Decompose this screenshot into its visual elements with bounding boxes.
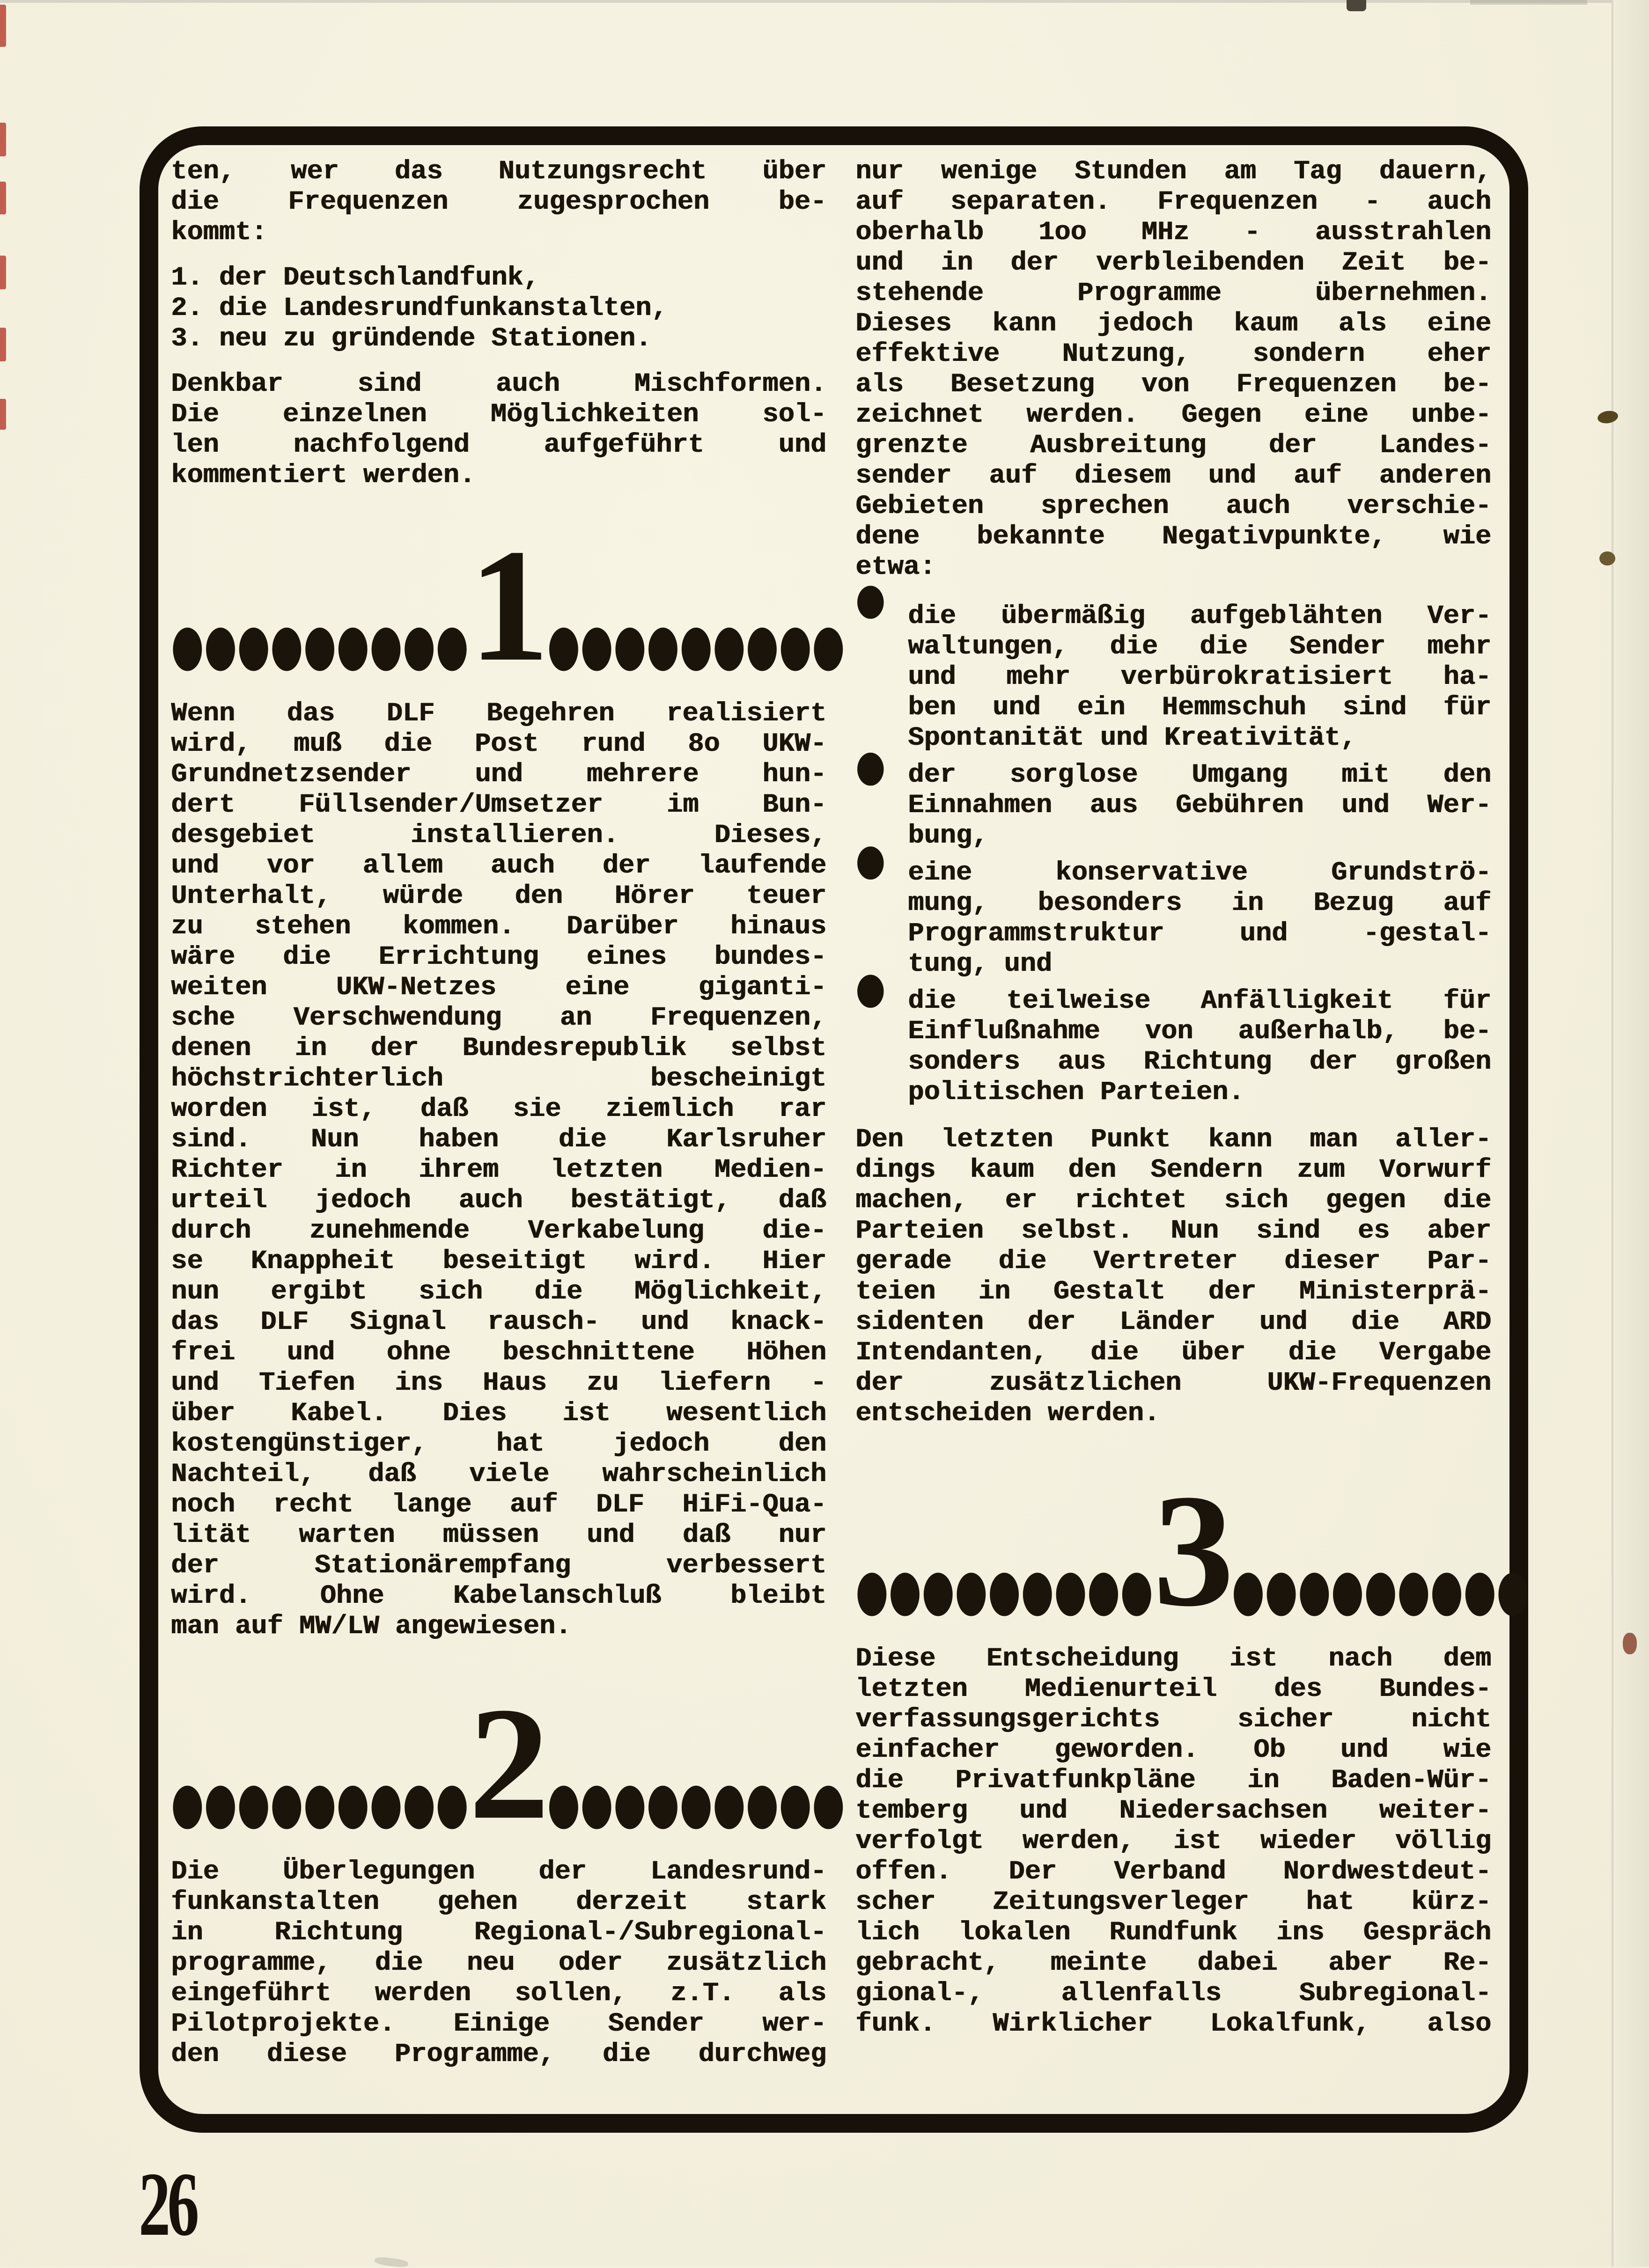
dot-row-right: ●●●●●●●●●: [1231, 1557, 1530, 1623]
section-2-number: 2: [469, 1673, 547, 1853]
text-line: grenzte Ausbreitung der Landes-: [855, 431, 1491, 461]
text-line: zeichnet werden. Gegen eine unbe-: [855, 400, 1491, 430]
text-line: ben und ein Hemmschuh sind für: [908, 693, 1491, 723]
text-line: Gebieten sprechen auch verschie-: [855, 492, 1491, 521]
scan-artifact-red-mark: [0, 123, 6, 156]
text-line: die Privatfunkpläne in Baden-Wür-: [855, 1765, 1491, 1796]
text-line: wäre die Errichtung eines bundes-: [171, 942, 826, 972]
text-line: funk. Wirklicher Lokalfunk, also: [855, 2009, 1491, 2039]
text-line: wird. Ohne Kabelanschluß bleibt: [171, 1581, 826, 1611]
text-line: eingeführt werden sollen, z.T. als: [171, 1978, 826, 2009]
section-1-number: 1: [469, 516, 547, 695]
negative-points-list: [855, 573, 1491, 1108]
text-line: tung, und: [908, 949, 1052, 979]
list-item: [855, 741, 1491, 851]
text-line: dene bekannte Negativpunkte, wie: [855, 522, 1491, 552]
text-line: einfacher geworden. Ob und wie: [855, 1735, 1491, 1765]
bullet-icon: ●: [855, 834, 886, 885]
text-line: sind. Nun haben die Karlsruher: [171, 1124, 826, 1155]
text-line: noch recht lange auf DLF HiFi-Qua-: [171, 1490, 826, 1520]
scan-artifact-red-mark: [0, 182, 6, 214]
page-content: [171, 157, 1530, 2085]
text-line: wird, muß die Post rund 8o UKW-: [171, 729, 826, 759]
text-line: dings kaum den Sendern zum Vorwurf: [855, 1155, 1491, 1185]
text-line: etwa:: [855, 552, 936, 582]
bullet-icon: ●: [855, 962, 886, 1013]
text-line: der Stationärempfang verbessert: [171, 1550, 826, 1581]
text-line: man auf MW/LW angewiesen.: [171, 1611, 572, 1642]
text-line: Richter in ihrem letzten Medien-: [171, 1155, 826, 1185]
text-line: sche Verschwendung an Frequenzen,: [171, 1003, 826, 1033]
list-item-text: [908, 602, 1491, 754]
text-line: lich lokalen Rundfunk ins Gespräch: [855, 1917, 1491, 1948]
text-line: gebracht, meinte dabei aber Re-: [855, 1948, 1491, 1978]
text-line: bung,: [908, 821, 988, 851]
text-line: Intendanten, die über die Vergabe: [855, 1338, 1491, 1368]
text-line: über Kabel. Dies ist wesentlich: [171, 1398, 826, 1429]
section-1-body: [171, 699, 826, 1642]
text-line: 2. die Landesrundfunkanstalten,: [171, 294, 668, 323]
text-line: 3. neu zu gründende Stationen.: [171, 324, 652, 354]
text-line: Wenn das DLF Begehren realisiert: [171, 698, 826, 729]
section-2-body: [171, 1857, 826, 2070]
text-line: Den letzten Punkt kann man aller-: [855, 1125, 1491, 1155]
text-line: Unterhalt, würde den Hörer teuer: [171, 881, 826, 911]
text-line: Die Überlegungen der Landesrund-: [171, 1857, 826, 1887]
left-column: [171, 157, 845, 2085]
text-line: temberg und Niedersachsen weiter-: [855, 1796, 1491, 1826]
text-line: stehende Programme übernehmen.: [855, 279, 1491, 308]
text-line: ten, wer das Nutzungsrecht über: [171, 157, 826, 187]
scan-artifact-edge-band: [1613, 0, 1649, 2267]
text-line: 1. der Deutschlandfunk,: [171, 263, 539, 293]
text-line: die Frequenzen zugesprochen be-: [171, 187, 826, 217]
text-line: Spontanität und Kreativität,: [908, 723, 1356, 753]
text-line: lität warten müssen und daß nur: [171, 1520, 826, 1550]
text-line: teien in Gestalt der Ministerprä-: [855, 1277, 1491, 1307]
text-line: len nachfolgend aufgeführt und: [171, 430, 826, 460]
text-line: und vor allem auch der laufende: [171, 851, 826, 881]
dot-row-left: ●●●●●●●●●: [171, 1770, 469, 1836]
text-line: Grundnetzsender und mehrere hun-: [171, 759, 826, 790]
text-line: Einnahmen aus Gebühren und Wer-: [908, 791, 1491, 821]
text-line: mung, besonders in Bezug auf: [908, 888, 1491, 918]
list-item-text: [908, 760, 1491, 851]
text-line: Diese Entscheidung ist nach dem: [855, 1644, 1491, 1674]
section-3-number: 3: [1153, 1461, 1232, 1640]
text-line: entscheiden werden.: [855, 1399, 1160, 1429]
section-3-body: [855, 1644, 1491, 2040]
dot-row-right: ●●●●●●●●●: [547, 612, 845, 678]
text-line: gerade die Vertreter dieser Par-: [855, 1247, 1491, 1277]
dot-row-left: ●●●●●●●●●: [171, 612, 469, 678]
section-3-header: [855, 1461, 1530, 1640]
text-line: nur wenige Stunden am Tag dauern,: [855, 157, 1491, 187]
text-line: Nachteil, daß viele wahrscheinlich: [171, 1459, 826, 1490]
section-1-header: [171, 516, 845, 695]
text-line: höchstrichterlich bescheinigt: [171, 1064, 826, 1094]
scan-artifact-top-edge: [0, 0, 1649, 3]
comment-paragraph: [855, 1125, 1491, 1429]
text-line: auf separaten. Frequenzen - auch: [855, 187, 1491, 217]
text-line: kommt:: [171, 218, 267, 248]
text-line: den diese Programme, die durchweg: [171, 2039, 826, 2070]
text-line: eine konservative Grundströ-: [908, 858, 1491, 888]
bullet-icon: ●: [855, 573, 886, 624]
bullet-icon: ●: [855, 741, 886, 791]
text-line: gional-, allenfalls Subregional-: [855, 1978, 1491, 2009]
text-line: nun ergibt sich die Möglichkeit,: [171, 1277, 826, 1307]
text-line: und mehr verbürokratisiert ha-: [908, 662, 1491, 692]
text-line: machen, er richtet sich gegen die: [855, 1186, 1491, 1216]
text-line: sonders aus Richtung der großen: [908, 1047, 1491, 1077]
text-line: Pilotprojekte. Einige Sender wer-: [171, 2009, 826, 2039]
text-line: offen. Der Verband Nordwestdeut-: [855, 1857, 1491, 1887]
text-line: denen in der Bundesrepublik selbst: [171, 1033, 826, 1064]
text-line: verfassungsgerichts sicher nicht: [855, 1704, 1491, 1735]
scan-artifact-top-nub: [1347, 0, 1366, 11]
text-line: Einflußnahme von außerhalb, be-: [908, 1017, 1491, 1047]
numbered-list: [171, 263, 826, 354]
text-line: zu stehen kommen. Darüber hinaus: [171, 911, 826, 942]
text-line: frei und ohne beschnittene Höhen: [171, 1337, 826, 1368]
intro-paragraph: [171, 157, 826, 248]
text-line: die übermäßig aufgeblähten Ver-: [908, 602, 1491, 631]
scan-artifact-smudge: [374, 2256, 409, 2268]
text-line: se Knappheit beseitigt wird. Hier: [171, 1246, 826, 1277]
text-line: verfolgt werden, ist wieder völlig: [855, 1826, 1491, 1857]
text-line: die teilweise Anfälligkeit für: [908, 986, 1491, 1016]
text-line: Dieses kann jedoch kaum als eine: [855, 309, 1491, 339]
continuation-paragraph: [855, 157, 1491, 583]
section-2-header: [171, 1673, 845, 1853]
text-line: das DLF Signal rausch- und knack-: [171, 1307, 826, 1337]
text-line: der sorglose Umgang mit den: [908, 760, 1491, 790]
text-line: funkanstalten gehen derzeit stark: [171, 1887, 826, 1917]
dot-row-right: ●●●●●●●●●: [547, 1770, 845, 1836]
page-number: 26: [139, 2154, 196, 2255]
text-line: Parteien selbst. Nun sind es aber: [855, 1216, 1491, 1246]
text-line: Programmstruktur und -gestal-: [908, 919, 1491, 949]
scan-artifact-red-mark: [0, 328, 6, 361]
text-line: desgebiet installieren. Dieses,: [171, 820, 826, 851]
text-line: waltungen, die die Sender mehr: [908, 632, 1491, 662]
text-line: oberhalb 1oo MHz - ausstrahlen: [855, 218, 1491, 248]
text-line: politischen Parteien.: [908, 1078, 1244, 1108]
text-line: worden ist, daß sie ziemlich rar: [171, 1094, 826, 1124]
right-column: [855, 157, 1530, 2085]
text-line: und Tiefen ins Haus zu liefern -: [171, 1368, 826, 1398]
scan-artifact-red-mark: [0, 256, 6, 289]
text-line: dert Füllsender/Umsetzer im Bun-: [171, 790, 826, 820]
text-line: urteil jedoch auch bestätigt, daß: [171, 1185, 826, 1216]
text-line: als Besetzung von Frequenzen be-: [855, 370, 1491, 400]
dot-row-left: ●●●●●●●●●: [855, 1557, 1154, 1623]
text-line: der zusätzlichen UKW-Frequenzen: [855, 1368, 1491, 1398]
text-line: letzten Medienurteil des Bundes-: [855, 1674, 1491, 1704]
text-line: kostengünstiger, hat jedoch den: [171, 1429, 826, 1459]
scan-artifact-speck: [1599, 551, 1615, 565]
text-line: sender auf diesem und auf anderen: [855, 461, 1491, 491]
text-line: in Richtung Regional-/Subregional-: [171, 1917, 826, 1948]
scan-artifact-red-mark: [0, 399, 6, 430]
text-line: sidenten der Länder und die ARD: [855, 1307, 1491, 1337]
list-item-text: [908, 986, 1491, 1108]
text-line: programme, die neu oder zusätzlich: [171, 1948, 826, 1978]
lead-paragraph: [171, 369, 826, 491]
scan-artifact-top-segment: [1470, 0, 1587, 5]
text-line: und in der verbleibenden Zeit be-: [855, 248, 1491, 278]
text-line: durch zunehmende Verkabelung die-: [171, 1216, 826, 1246]
text-line: effektive Nutzung, sondern eher: [855, 339, 1491, 369]
text-line: Die einzelnen Möglichkeiten sol-: [171, 400, 826, 430]
list-item: [855, 573, 1491, 754]
text-line: scher Zeitungsverleger hat kürz-: [855, 1887, 1491, 1917]
list-item-text: [908, 858, 1491, 980]
text-line: kommentiert werden.: [171, 461, 475, 491]
text-line: Denkbar sind auch Mischformen.: [171, 369, 826, 399]
text-line: weiten UKW-Netzes eine giganti-: [171, 972, 826, 1003]
scan-artifact-red-mark: [0, 5, 6, 47]
scan-artifact-speck: [1623, 1633, 1637, 1654]
